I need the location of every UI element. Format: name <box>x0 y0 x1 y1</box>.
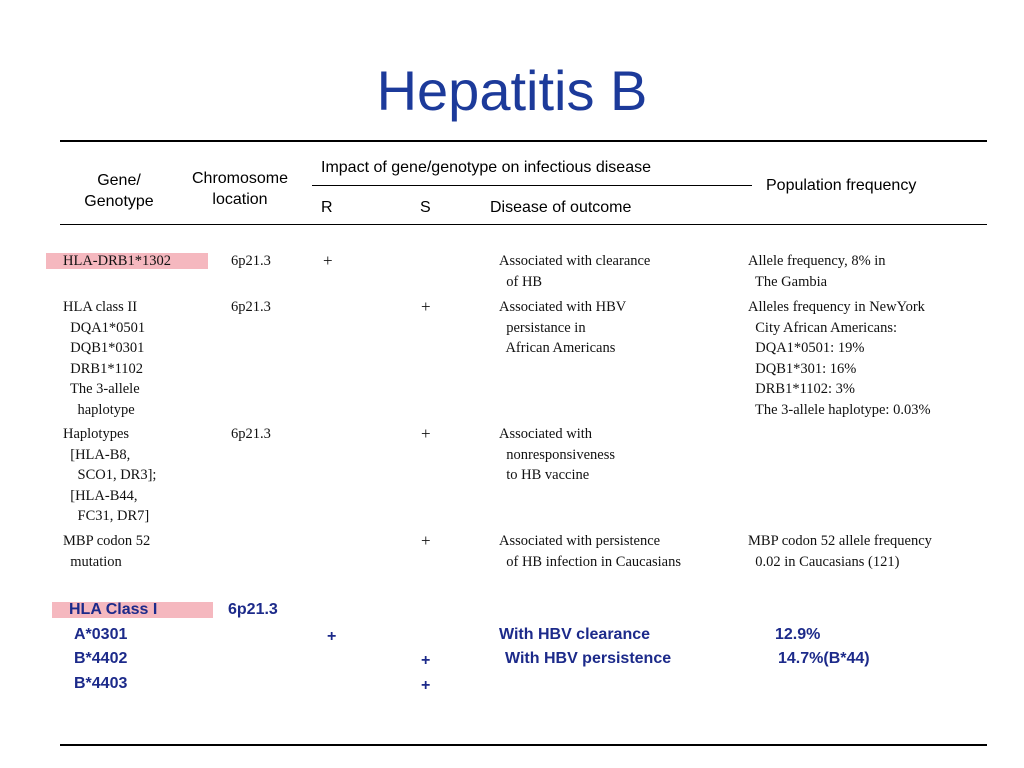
header-impact: Impact of gene/genotype on infectious disease <box>321 159 651 176</box>
table-top-rule <box>60 140 987 142</box>
table-bottom-rule <box>60 744 987 746</box>
row-2-disease: Associated with HBV persistance in African Americans <box>499 299 627 356</box>
row-4-s: + <box>421 531 431 550</box>
impact-underline <box>312 185 752 186</box>
row-1-population: Allele frequency, 8% in The Gambia <box>748 253 886 290</box>
row-1-r: + <box>323 251 333 270</box>
header-bottom-rule <box>60 224 987 225</box>
slide-title: Hepatitis B <box>376 59 648 122</box>
header-s: S <box>420 199 431 216</box>
header-gene: Gene/ Genotype <box>84 172 154 210</box>
row-4-gene: MBP codon 52 mutation <box>63 533 151 570</box>
row-3-gene: Haplotypes [HLA-B8, SCO1, DR3]; [HLA-B44, FC31, DR7] <box>63 426 157 524</box>
added-frequency-1: 12.9% <box>775 626 821 643</box>
row-2-s: + <box>421 297 431 316</box>
header-chromosome: Chromosome location <box>191 170 289 208</box>
row-4-disease: Associated with persistence of HB infection in Caucasians <box>499 533 682 570</box>
row-4-population: MBP codon 52 allele frequency 0.02 in Caucasians (121) <box>748 533 932 570</box>
added-allele-3: B*4403 <box>74 675 128 692</box>
header-population: Population frequency <box>766 177 917 194</box>
row-3-chromosome: 6p21.3 <box>231 426 271 442</box>
header-r: R <box>321 199 333 216</box>
added-s-mark-3: + <box>421 677 431 694</box>
row-1-chromosome: 6p21.3 <box>231 253 271 269</box>
added-allele-1: A*0301 <box>74 626 128 643</box>
added-allele-2: B*4402 <box>74 650 128 667</box>
row-1-disease: Associated with clearance of HB <box>499 253 651 290</box>
row-2-chromosome: 6p21.3 <box>231 299 271 315</box>
row-2-population: Alleles frequency in NewYork City African Americans: DQA1*0501: 19% DQB1*301: 16% DRB1*1102: 3% The 3-allele haplotype: 0.03% <box>748 299 931 418</box>
added-gene-title: HLA Class I <box>69 601 158 618</box>
added-frequency-2: 14.7%(B*44) <box>778 650 870 667</box>
row-2-gene: HLA class II DQA1*0501 DQB1*0301 DRB1*1102 The 3-allele haplotype <box>63 299 146 418</box>
added-chromosome: 6p21.3 <box>228 601 278 618</box>
added-r-mark-1: + <box>327 628 337 645</box>
added-s-mark-2: + <box>421 652 431 669</box>
row-3-s: + <box>421 424 431 443</box>
added-outcome-1: With HBV clearance <box>499 626 651 643</box>
header-disease: Disease of outcome <box>490 199 632 216</box>
row-3-disease: Associated with nonresponsiveness to HB vaccine <box>499 426 615 483</box>
added-outcome-2: With HBV persistence <box>505 650 672 667</box>
row-1-gene: HLA-DRB1*1302 <box>63 253 171 269</box>
